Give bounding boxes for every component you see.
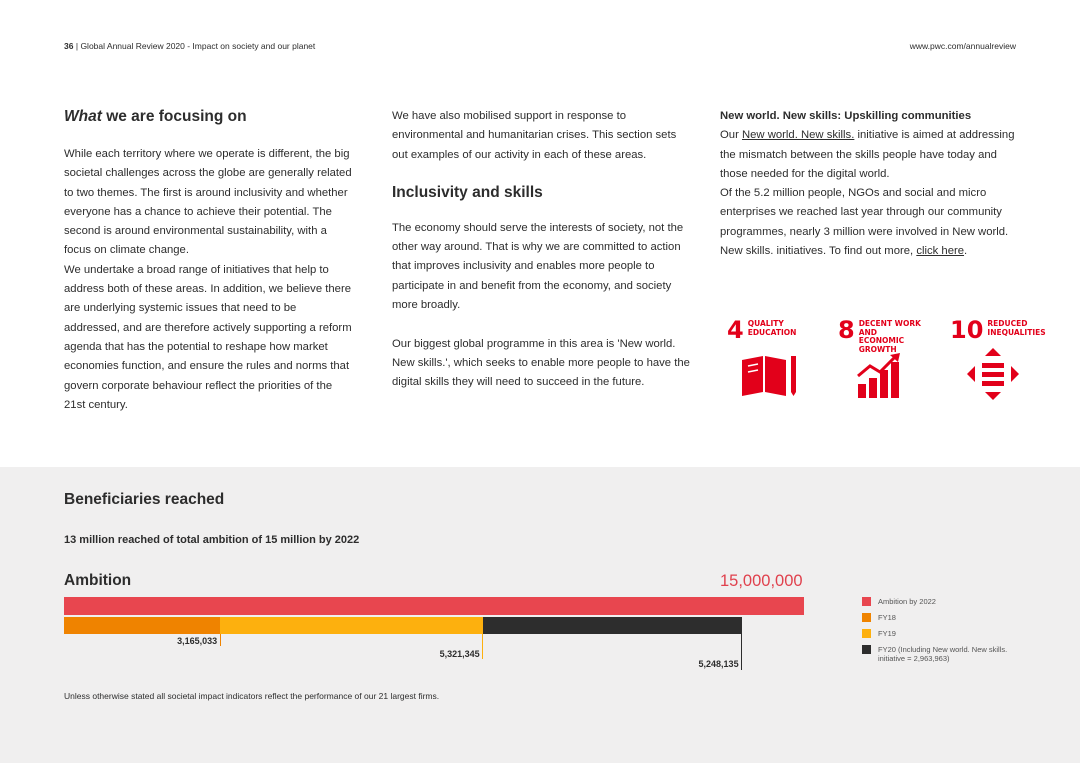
upskilling-heading: New world. New skills: Upskilling communities: [720, 110, 972, 122]
footnote: Unless otherwise stated all societal impact indicators reflect the performance of our 21 largest firms.: [64, 691, 440, 701]
bar-fy19: [220, 617, 483, 634]
value-label-fy19: 5,321,345: [439, 649, 480, 659]
upskilling-paragraph-2: [720, 184, 1020, 261]
sdg-reduced-inequalities: [950, 316, 1046, 402]
sdg-label-line2: ECONOMIC GROWTH: [858, 336, 905, 354]
legend-item: [862, 629, 1032, 638]
legend-item: [862, 597, 1032, 606]
sdg-quality-education: [727, 318, 817, 402]
header-url[interactable]: www.pwc.com/annualreview: [909, 41, 1016, 51]
sdg-decent-work: [838, 318, 928, 402]
header-separator: |: [75, 41, 79, 51]
focus-paragraph-2: We undertake a broad range of initiatives that help to address both of these areas. In addition, we believe there are underlying systemic issues that need to be addressed, and are therefore actively supporting a reform agenda that has the potential to reshape how market economies function, and ensure the rules and norms that govern corporate behaviour reflect the priorities of the 21st century.: [64, 263, 352, 411]
ambition-value: 15,000,000: [720, 572, 803, 590]
focus-paragraph-1: While each territory where we operate is different, the big societal challenges across the globe are generally related to two themes. The first is around inclusivity and whether everyone has a chance to achieve their potential. The second is around environmental sustainability, with a focus on climate change.: [64, 148, 352, 257]
page-header: [64, 41, 315, 51]
upskilling-paragraph-1: [720, 126, 1020, 184]
focus-heading-rest: we are focusing on: [101, 108, 247, 125]
sdg-label-line1: REDUCED: [987, 319, 1028, 328]
book-icon: [740, 352, 800, 396]
legend-label: FY20 (Including New world. New skills. initiative = 2,963,963): [878, 645, 1008, 663]
value-leader-line: [220, 634, 221, 646]
upskilling-text-2: initiative is aimed at addressing the mismatch between the skills people have today and those needed for the digital world.: [720, 129, 1015, 180]
upskilling-text: Our: [720, 129, 742, 142]
click-here-link[interactable]: click here: [916, 245, 965, 258]
beneficiaries-title: Beneficiaries reached: [64, 491, 225, 508]
programme-paragraph: Our biggest global programme in this area is 'New world. New skills.', which seeks to enable more people to have the digital skills they will need to succeed in the future.: [392, 337, 690, 389]
legend-swatch: [862, 613, 871, 622]
value-leader-line: [741, 634, 742, 670]
ambition-bar: [64, 597, 804, 615]
upskilling-text-4: .: [964, 245, 968, 258]
inclusivity-paragraph: The economy should serve the interests of society, not the other way around. That is why we are committed to action that improves inclusivity and enables more people to participate in and benefit from the economy, and society more broadly.: [392, 221, 684, 312]
sdg-label-line1: DECENT WORK AND: [858, 319, 921, 337]
legend-item: [862, 613, 1032, 622]
chart-legend: [862, 597, 1032, 670]
value-label-fy20: 5,248,135: [698, 659, 739, 669]
focus-heading: [64, 107, 354, 126]
legend-item: [862, 645, 1032, 663]
header-title: Global Annual Review 2020 - Impact on society and our planet: [80, 41, 316, 51]
column-focus: [64, 107, 354, 415]
sdg-number: 4: [727, 316, 744, 344]
value-label-fy18: 3,165,033: [177, 636, 218, 646]
value-leader-line: [482, 634, 483, 659]
inclusivity-heading: Inclusivity and skills: [392, 183, 543, 201]
focus-heading-em: What: [64, 108, 102, 125]
beneficiaries-subtitle: 13 million reached of total ambition of 15 million by 2022: [64, 534, 360, 546]
legend-swatch: [862, 629, 871, 638]
legend-label: Ambition by 2022: [878, 597, 936, 606]
equality-icon: [967, 348, 1019, 400]
legend-swatch: [862, 645, 871, 654]
bar-fy18: [64, 617, 220, 634]
sdg-number: 10: [950, 316, 984, 344]
sdg-label-line2: INEQUALITIES: [987, 327, 1046, 337]
upskilling-text-3: Of the 5.2 million people, NGOs and social and micro enterprises we reached last year through our community programmes, nearly 3 million were involved in New world. New skills. initiatives. To find out more,: [720, 187, 1009, 258]
column-inclusivity: [392, 107, 692, 393]
column-upskilling: [720, 107, 1020, 261]
new-world-new-skills-link[interactable]: New world. New skills.: [741, 129, 855, 142]
legend-label: FY18: [878, 613, 896, 622]
sdg-label-line1: QUALITY: [747, 319, 784, 328]
support-paragraph: We have also mobilised support in response to environmental and humanitarian crises. This section sets out examples of our activity in each of these areas.: [392, 110, 677, 161]
ambition-label: Ambition: [64, 572, 132, 589]
sdg-label-line2: EDUCATION: [747, 327, 797, 337]
page-number: 36: [64, 41, 74, 51]
growth-chart-icon: [856, 352, 906, 398]
legend-swatch: [862, 597, 871, 606]
sdg-number: 8: [838, 316, 855, 344]
legend-label: FY19: [878, 629, 896, 638]
bar-fy20: [483, 617, 742, 634]
